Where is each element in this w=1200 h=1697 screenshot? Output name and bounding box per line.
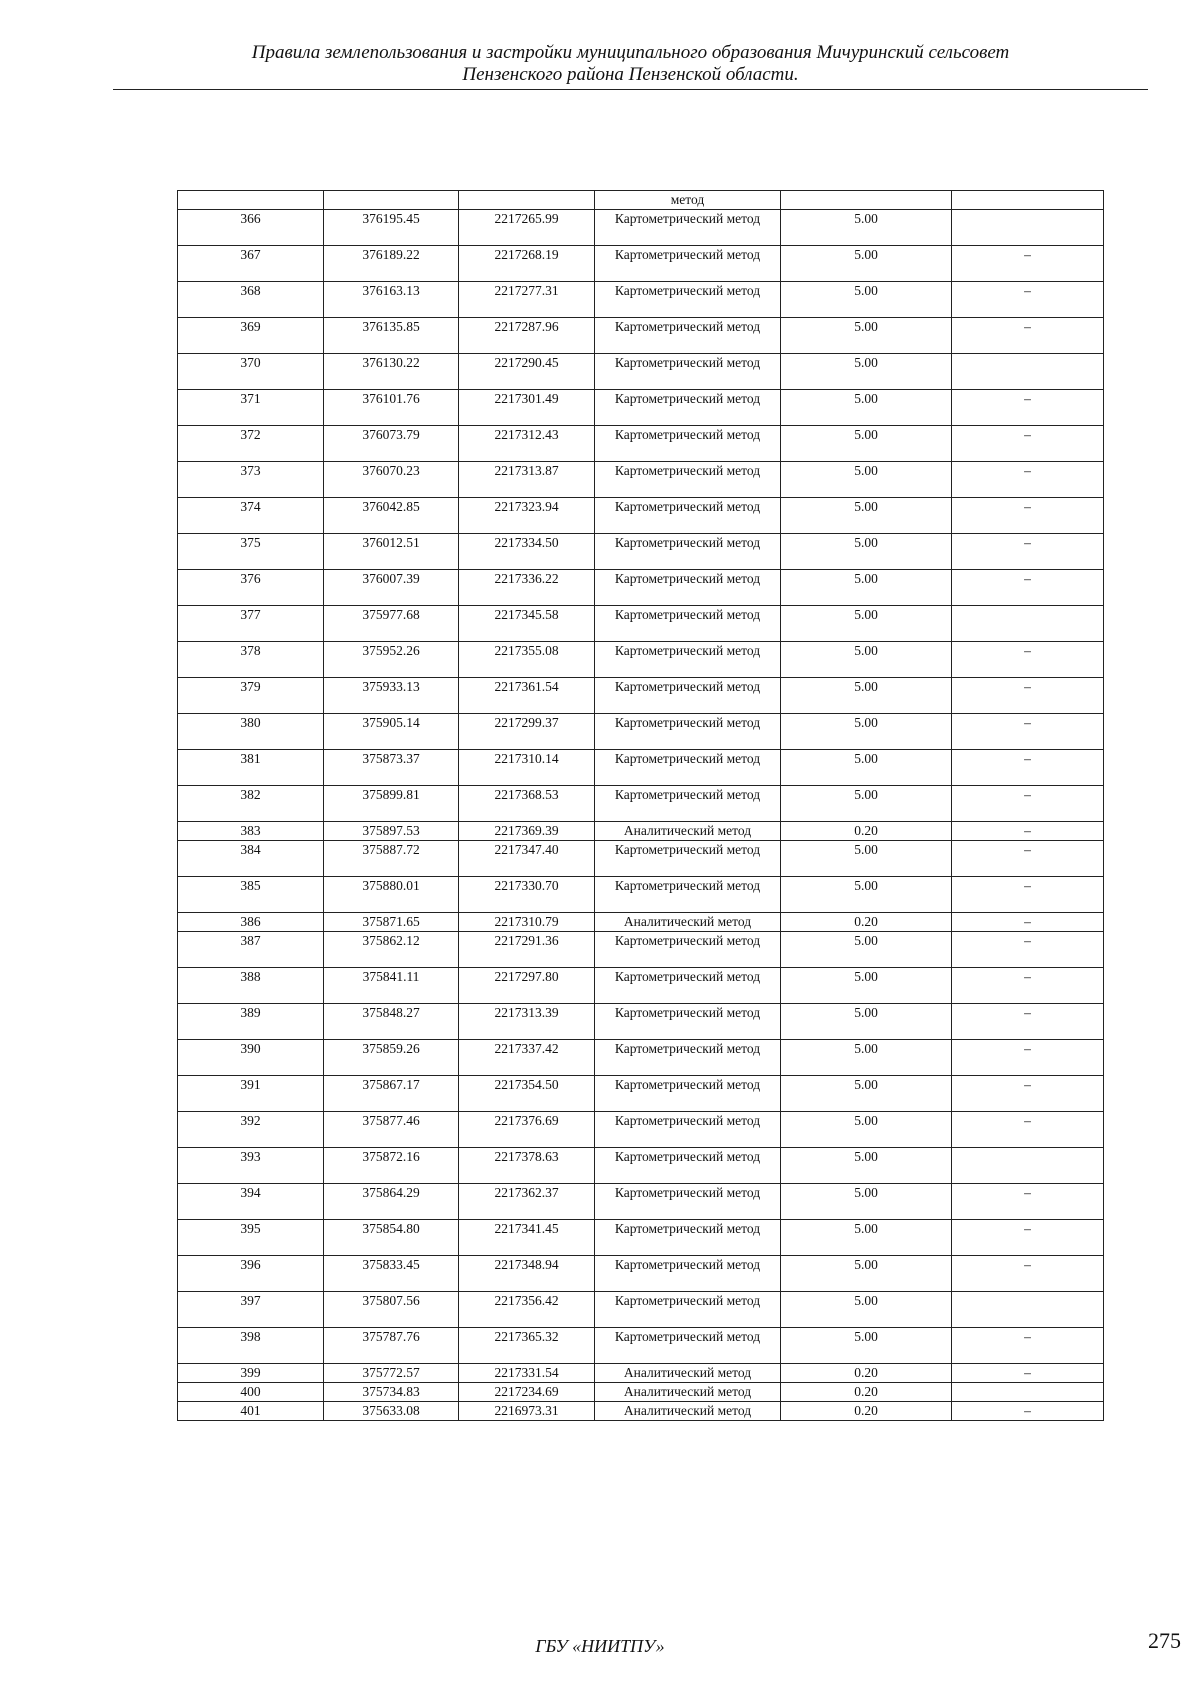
- cell-error: 5.00: [781, 426, 952, 462]
- cell-error: 5.00: [781, 642, 952, 678]
- cell-y: [459, 191, 595, 210]
- table-row: [178, 1004, 1104, 1040]
- cell-method: Картометрический метод: [595, 1076, 781, 1112]
- cell-point-number: 371: [178, 390, 324, 426]
- cell-x: 376073.79: [324, 426, 459, 462]
- cell-y: 2217268.19: [459, 246, 595, 282]
- cell-error: 5.00: [781, 1220, 952, 1256]
- cell-error: 5.00: [781, 786, 952, 822]
- continuation-row: [178, 191, 1104, 210]
- cell-error: 0.20: [781, 822, 952, 841]
- cell-y: 2217331.54: [459, 1364, 595, 1383]
- cell-error: 5.00: [781, 750, 952, 786]
- cell-note: –: [952, 1184, 1104, 1220]
- cell-x: 375772.57: [324, 1364, 459, 1383]
- cell-method: Картометрический метод: [595, 390, 781, 426]
- table-row: [178, 877, 1104, 913]
- cell-y: 2217310.14: [459, 750, 595, 786]
- cell-method: Картометрический метод: [595, 1112, 781, 1148]
- cell-note: –: [952, 1112, 1104, 1148]
- cell-note: –: [952, 714, 1104, 750]
- table-row: [178, 1040, 1104, 1076]
- cell-error: 5.00: [781, 246, 952, 282]
- cell-error: 5.00: [781, 1112, 952, 1148]
- cell-note: –: [952, 282, 1104, 318]
- cell-method: Картометрический метод: [595, 841, 781, 877]
- cell-note: [952, 606, 1104, 642]
- cell-point-number: 375: [178, 534, 324, 570]
- cell-y: 2217355.08: [459, 642, 595, 678]
- cell-error: 5.00: [781, 1292, 952, 1328]
- cell-x: 375787.76: [324, 1328, 459, 1364]
- cell-error: 5.00: [781, 606, 952, 642]
- cell-error: 5.00: [781, 390, 952, 426]
- cell-note: –: [952, 1328, 1104, 1364]
- cell-error: 5.00: [781, 1184, 952, 1220]
- cell-point-number: 393: [178, 1148, 324, 1184]
- cell-x: 375887.72: [324, 841, 459, 877]
- table-row: [178, 390, 1104, 426]
- cell-x: 375899.81: [324, 786, 459, 822]
- cell-y: 2217313.39: [459, 1004, 595, 1040]
- cell-error: 5.00: [781, 534, 952, 570]
- cell-x: 376101.76: [324, 390, 459, 426]
- cell-y: 2216973.31: [459, 1402, 595, 1421]
- cell-x: 375905.14: [324, 714, 459, 750]
- cell-y: 2217330.70: [459, 877, 595, 913]
- cell-x: 375854.80: [324, 1220, 459, 1256]
- cell-note: –: [952, 968, 1104, 1004]
- cell-method: Картометрический метод: [595, 462, 781, 498]
- cell-point-number: 391: [178, 1076, 324, 1112]
- cell-x: 375977.68: [324, 606, 459, 642]
- cell-error: 0.20: [781, 1383, 952, 1402]
- cell-error: 5.00: [781, 932, 952, 968]
- cell-note: –: [952, 841, 1104, 877]
- cell-y: 2217376.69: [459, 1112, 595, 1148]
- header-line-2: Пензенского района Пензенской области.: [462, 64, 799, 85]
- cell-x: [324, 191, 459, 210]
- cell-note: –: [952, 246, 1104, 282]
- cell-error: 0.20: [781, 1402, 952, 1421]
- cell-y: 2217361.54: [459, 678, 595, 714]
- cell-note: [952, 1383, 1104, 1402]
- table-row: [178, 714, 1104, 750]
- cell-note: [952, 1292, 1104, 1328]
- cell-note: –: [952, 678, 1104, 714]
- cell-error: 5.00: [781, 1040, 952, 1076]
- cell-point-number: 378: [178, 642, 324, 678]
- cell-note: –: [952, 534, 1104, 570]
- table-row: [178, 1364, 1104, 1383]
- cell-point-number: 390: [178, 1040, 324, 1076]
- cell-error: 5.00: [781, 1076, 952, 1112]
- cell-note: –: [952, 1364, 1104, 1383]
- cell-y: 2217365.32: [459, 1328, 595, 1364]
- cell-note: –: [952, 786, 1104, 822]
- cell-x: 376130.22: [324, 354, 459, 390]
- cell-method: Картометрический метод: [595, 714, 781, 750]
- cell-error: 5.00: [781, 968, 952, 1004]
- cell-y: 2217336.22: [459, 570, 595, 606]
- cell-note: –: [952, 913, 1104, 932]
- table-row: [178, 1184, 1104, 1220]
- cell-point-number: 389: [178, 1004, 324, 1040]
- cell-y: 2217354.50: [459, 1076, 595, 1112]
- table-row: [178, 913, 1104, 932]
- cell-x: 376189.22: [324, 246, 459, 282]
- cell-point-number: 394: [178, 1184, 324, 1220]
- page-number: 275: [1148, 1628, 1181, 1653]
- cell-y: 2217234.69: [459, 1383, 595, 1402]
- table-row: [178, 968, 1104, 1004]
- cell-y: 2217310.79: [459, 913, 595, 932]
- cell-point-number: 373: [178, 462, 324, 498]
- cell-point-number: 379: [178, 678, 324, 714]
- cell-method: метод: [595, 191, 781, 210]
- cell-note: [952, 1148, 1104, 1184]
- cell-point-number: 400: [178, 1383, 324, 1402]
- cell-point-number: [178, 191, 324, 210]
- cell-method: Картометрический метод: [595, 877, 781, 913]
- cell-x: 376163.13: [324, 282, 459, 318]
- cell-method: Картометрический метод: [595, 498, 781, 534]
- cell-error: 5.00: [781, 282, 952, 318]
- cell-error: 5.00: [781, 210, 952, 246]
- table-row: [178, 606, 1104, 642]
- cell-error: 5.00: [781, 714, 952, 750]
- cell-point-number: 370: [178, 354, 324, 390]
- header-rule: [113, 89, 1148, 90]
- cell-y: 2217291.36: [459, 932, 595, 968]
- cell-y: 2217297.80: [459, 968, 595, 1004]
- cell-y: 2217313.87: [459, 462, 595, 498]
- cell-error: 5.00: [781, 1004, 952, 1040]
- cell-error: 5.00: [781, 1328, 952, 1364]
- cell-x: 375880.01: [324, 877, 459, 913]
- table-row: [178, 1112, 1104, 1148]
- cell-note: –: [952, 570, 1104, 606]
- cell-point-number: 398: [178, 1328, 324, 1364]
- table-row: [178, 822, 1104, 841]
- cell-point-number: 397: [178, 1292, 324, 1328]
- cell-x: 375848.27: [324, 1004, 459, 1040]
- table-row: [178, 750, 1104, 786]
- cell-error: 5.00: [781, 462, 952, 498]
- cell-note: –: [952, 1220, 1104, 1256]
- cell-method: Картометрический метод: [595, 932, 781, 968]
- cell-point-number: 395: [178, 1220, 324, 1256]
- cell-x: 375807.56: [324, 1292, 459, 1328]
- cell-y: 2217378.63: [459, 1148, 595, 1184]
- table-row: [178, 1292, 1104, 1328]
- cell-method: Картометрический метод: [595, 246, 781, 282]
- coordinates-table: [177, 190, 1104, 1421]
- table-row: [178, 282, 1104, 318]
- cell-method: Аналитический метод: [595, 1402, 781, 1421]
- cell-error: 5.00: [781, 318, 952, 354]
- cell-error: [781, 191, 952, 210]
- cell-error: 5.00: [781, 678, 952, 714]
- cell-note: –: [952, 1004, 1104, 1040]
- cell-point-number: 382: [178, 786, 324, 822]
- cell-point-number: 377: [178, 606, 324, 642]
- cell-method: Картометрический метод: [595, 570, 781, 606]
- table-row: [178, 678, 1104, 714]
- table-row: [178, 1256, 1104, 1292]
- cell-x: 376007.39: [324, 570, 459, 606]
- header-line-1: Правила землепользования и застройки муниципального образования Мичуринский сельсовет: [251, 42, 1010, 63]
- cell-point-number: 387: [178, 932, 324, 968]
- cell-x: 375859.26: [324, 1040, 459, 1076]
- cell-method: Картометрический метод: [595, 1256, 781, 1292]
- cell-point-number: 369: [178, 318, 324, 354]
- cell-note: –: [952, 877, 1104, 913]
- cell-note: –: [952, 462, 1104, 498]
- cell-method: Картометрический метод: [595, 426, 781, 462]
- cell-method: Картометрический метод: [595, 1220, 781, 1256]
- cell-x: 375862.12: [324, 932, 459, 968]
- cell-method: Картометрический метод: [595, 1148, 781, 1184]
- cell-x: 376042.85: [324, 498, 459, 534]
- cell-method: Картометрический метод: [595, 750, 781, 786]
- cell-x: 375871.65: [324, 913, 459, 932]
- cell-point-number: 367: [178, 246, 324, 282]
- cell-point-number: 380: [178, 714, 324, 750]
- table-row: [178, 1328, 1104, 1364]
- cell-x: 375933.13: [324, 678, 459, 714]
- cell-method: Картометрический метод: [595, 1040, 781, 1076]
- table-row: [178, 1383, 1104, 1402]
- cell-note: [952, 191, 1104, 210]
- cell-error: 5.00: [781, 354, 952, 390]
- table-row: [178, 786, 1104, 822]
- cell-point-number: 376: [178, 570, 324, 606]
- cell-error: 5.00: [781, 1148, 952, 1184]
- cell-y: 2217334.50: [459, 534, 595, 570]
- cell-y: 2217323.94: [459, 498, 595, 534]
- cell-y: 2217347.40: [459, 841, 595, 877]
- cell-y: 2217348.94: [459, 1256, 595, 1292]
- cell-y: 2217312.43: [459, 426, 595, 462]
- cell-method: Картометрический метод: [595, 642, 781, 678]
- cell-point-number: 384: [178, 841, 324, 877]
- cell-method: Картометрический метод: [595, 968, 781, 1004]
- cell-method: Картометрический метод: [595, 318, 781, 354]
- cell-method: Картометрический метод: [595, 282, 781, 318]
- cell-y: 2217290.45: [459, 354, 595, 390]
- table-row: [178, 462, 1104, 498]
- cell-y: 2217368.53: [459, 786, 595, 822]
- coordinates-table-body: [178, 191, 1104, 1421]
- cell-x: 375864.29: [324, 1184, 459, 1220]
- cell-point-number: 366: [178, 210, 324, 246]
- table-row: [178, 354, 1104, 390]
- cell-y: 2217341.45: [459, 1220, 595, 1256]
- cell-x: 375897.53: [324, 822, 459, 841]
- cell-x: 375841.11: [324, 968, 459, 1004]
- cell-point-number: 386: [178, 913, 324, 932]
- cell-y: 2217369.39: [459, 822, 595, 841]
- cell-method: Картометрический метод: [595, 354, 781, 390]
- cell-method: Картометрический метод: [595, 534, 781, 570]
- table-row: [178, 642, 1104, 678]
- cell-x: 375872.16: [324, 1148, 459, 1184]
- cell-error: 5.00: [781, 1256, 952, 1292]
- cell-y: 2217301.49: [459, 390, 595, 426]
- cell-point-number: 374: [178, 498, 324, 534]
- table-row: [178, 426, 1104, 462]
- cell-note: [952, 210, 1104, 246]
- cell-x: 376195.45: [324, 210, 459, 246]
- cell-point-number: 383: [178, 822, 324, 841]
- cell-point-number: 399: [178, 1364, 324, 1383]
- cell-x: 376135.85: [324, 318, 459, 354]
- cell-error: 5.00: [781, 498, 952, 534]
- page-header: [113, 42, 1148, 86]
- table-row: [178, 570, 1104, 606]
- cell-method: Картометрический метод: [595, 606, 781, 642]
- cell-method: Аналитический метод: [595, 913, 781, 932]
- table-row: [178, 318, 1104, 354]
- cell-y: 2217337.42: [459, 1040, 595, 1076]
- cell-note: –: [952, 498, 1104, 534]
- table-row: [178, 841, 1104, 877]
- cell-error: 0.20: [781, 913, 952, 932]
- cell-x: 375952.26: [324, 642, 459, 678]
- cell-method: Картометрический метод: [595, 1184, 781, 1220]
- cell-y: 2217362.37: [459, 1184, 595, 1220]
- cell-note: –: [952, 642, 1104, 678]
- cell-note: –: [952, 426, 1104, 462]
- cell-x: 375633.08: [324, 1402, 459, 1421]
- cell-method: Аналитический метод: [595, 822, 781, 841]
- cell-error: 0.20: [781, 1364, 952, 1383]
- cell-x: 375873.37: [324, 750, 459, 786]
- cell-method: Аналитический метод: [595, 1383, 781, 1402]
- cell-point-number: 372: [178, 426, 324, 462]
- cell-x: 375877.46: [324, 1112, 459, 1148]
- cell-note: –: [952, 1256, 1104, 1292]
- cell-x: 375867.17: [324, 1076, 459, 1112]
- table-row: [178, 1076, 1104, 1112]
- table-row: [178, 498, 1104, 534]
- cell-error: 5.00: [781, 570, 952, 606]
- cell-note: –: [952, 932, 1104, 968]
- cell-method: Картометрический метод: [595, 678, 781, 714]
- cell-method: Картометрический метод: [595, 786, 781, 822]
- cell-point-number: 396: [178, 1256, 324, 1292]
- cell-x: 376070.23: [324, 462, 459, 498]
- table-row: [178, 210, 1104, 246]
- cell-point-number: 392: [178, 1112, 324, 1148]
- cell-method: Картометрический метод: [595, 1328, 781, 1364]
- cell-point-number: 385: [178, 877, 324, 913]
- cell-point-number: 401: [178, 1402, 324, 1421]
- cell-method: Картометрический метод: [595, 1004, 781, 1040]
- cell-method: Картометрический метод: [595, 1292, 781, 1328]
- cell-note: –: [952, 822, 1104, 841]
- table-row: [178, 1220, 1104, 1256]
- table-row: [178, 932, 1104, 968]
- table-row: [178, 246, 1104, 282]
- table-row: [178, 1402, 1104, 1421]
- table-row: [178, 1148, 1104, 1184]
- cell-note: –: [952, 390, 1104, 426]
- cell-note: –: [952, 750, 1104, 786]
- cell-y: 2217287.96: [459, 318, 595, 354]
- cell-error: 5.00: [781, 841, 952, 877]
- cell-method: Картометрический метод: [595, 210, 781, 246]
- cell-y: 2217265.99: [459, 210, 595, 246]
- footer-organization: ГБУ «НИИТПУ»: [535, 1636, 665, 1656]
- cell-point-number: 381: [178, 750, 324, 786]
- cell-error: 5.00: [781, 877, 952, 913]
- cell-note: –: [952, 318, 1104, 354]
- cell-y: 2217299.37: [459, 714, 595, 750]
- cell-note: –: [952, 1402, 1104, 1421]
- cell-point-number: 388: [178, 968, 324, 1004]
- cell-x: 375833.45: [324, 1256, 459, 1292]
- cell-y: 2217277.31: [459, 282, 595, 318]
- cell-x: 375734.83: [324, 1383, 459, 1402]
- cell-x: 376012.51: [324, 534, 459, 570]
- table-row: [178, 534, 1104, 570]
- cell-point-number: 368: [178, 282, 324, 318]
- cell-y: 2217345.58: [459, 606, 595, 642]
- cell-note: –: [952, 1040, 1104, 1076]
- cell-note: –: [952, 1076, 1104, 1112]
- cell-y: 2217356.42: [459, 1292, 595, 1328]
- cell-method: Аналитический метод: [595, 1364, 781, 1383]
- cell-note: [952, 354, 1104, 390]
